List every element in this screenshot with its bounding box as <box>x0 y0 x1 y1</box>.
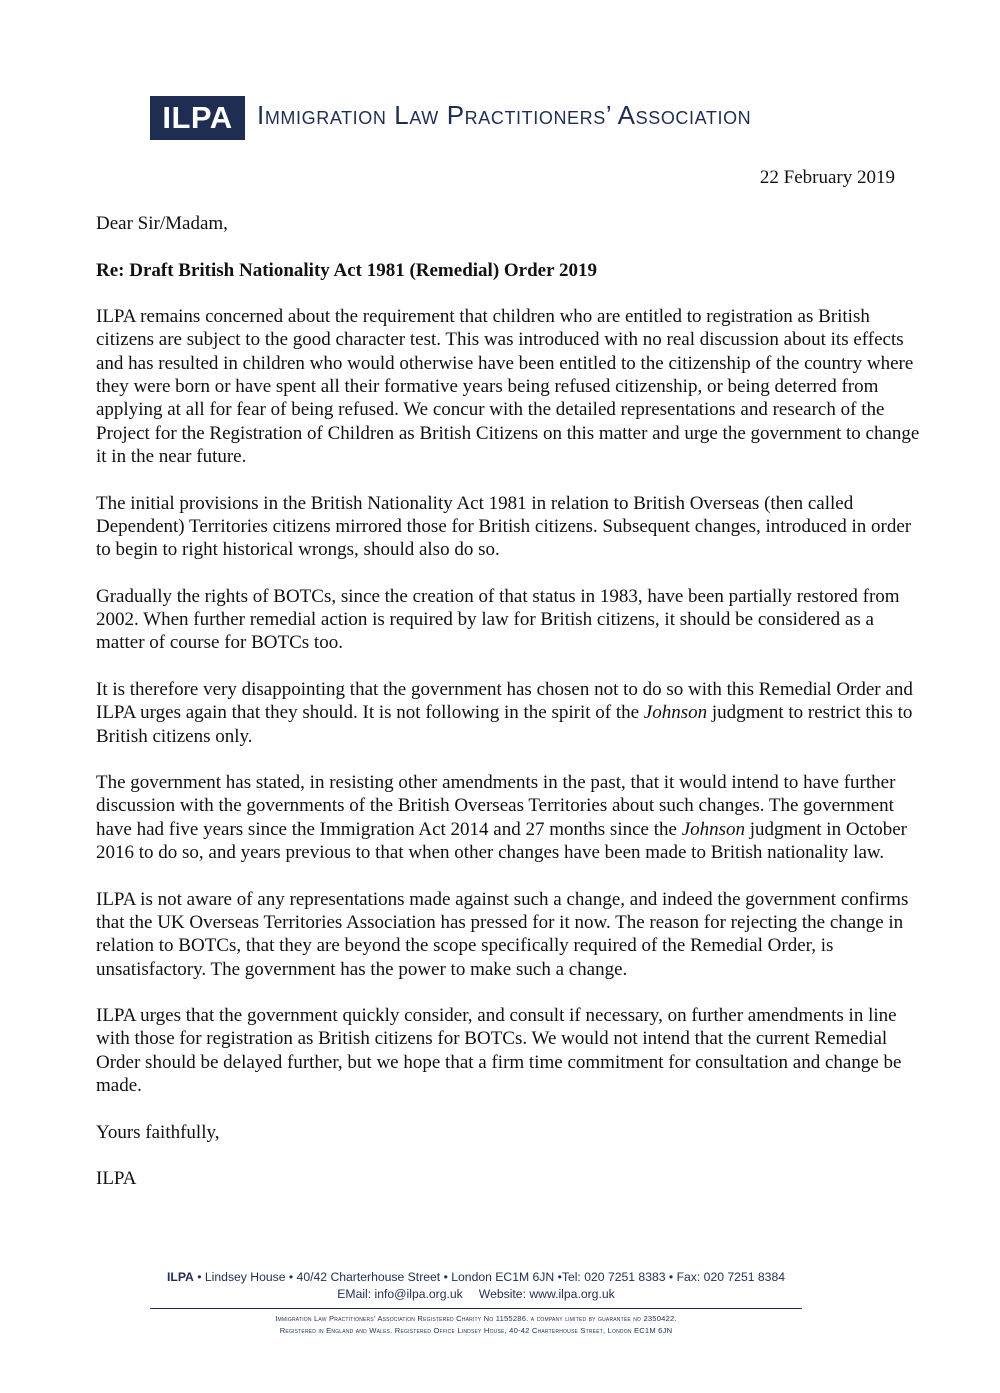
paragraph-1: ILPA remains concerned about the requirement that children who are entitled to registration as British citizens are subject to the good character test. This was introduced with no real discussion about its effects and has resulted in children who would otherwise have been entitled to the citizenship of the country where they were born or have spent all their formative years being refused citizenship, or being deterred from applying at all for fear of being refused. We concur with the detailed representations and research of the Project for the Registration of Children as British Citizens on this matter and urge the government to change it in the near future. <box>96 306 920 467</box>
ilpa-logo <box>150 96 245 140</box>
paragraph-5 <box>96 771 926 864</box>
closing: Yours faithfully, <box>96 1121 220 1143</box>
footer-address-line <box>150 1269 802 1286</box>
salutation: Dear Sir/Madam, <box>96 213 228 234</box>
paragraph-4-text-b: judgment to restrict this to British citizens only. <box>96 702 913 747</box>
letter-date: 22 February 2019 <box>759 167 895 188</box>
footer-legal-line-1: Immigration Law Practitioners’ Association Registered Charity No 1155286. a company limited by guarantee no 2350422. <box>275 1314 677 1323</box>
letterhead <box>150 96 751 140</box>
footer-website: Website: www.ilpa.org.uk <box>478 1287 615 1301</box>
paragraph-5-text-a: The government has stated, in resisting other amendments in the past, that it would intend to have further discussion with the governments of the British Overseas Territories about such changes. The government have had five years since the Immigration Act 2014 and 27 months since the <box>96 772 896 840</box>
footer-email: EMail: info@ilpa.org.uk <box>337 1287 463 1301</box>
organization-name: Immigration Law Practitioners’ Association <box>257 99 752 130</box>
footer-org: ILPA <box>167 1270 194 1284</box>
logo-text: ILPA <box>162 100 233 135</box>
paragraph-4 <box>96 678 926 748</box>
footer-divider <box>150 1308 802 1309</box>
paragraph-5-case-name: Johnson <box>681 818 746 840</box>
signature: ILPA <box>96 1168 137 1190</box>
paragraph-7: ILPA urges that the government quickly consider, and consult if necessary, on further amendments in line with those for registration as British citizens for BOTCs. We would not intend that the current Remedial Order should be delayed further, but we hope that a firm time commitment for consultation and change be made. <box>96 1005 902 1096</box>
footer <box>150 1269 802 1337</box>
paragraph-6: ILPA is not aware of any representations made against such a change, and indeed the government confirms that the UK Overseas Territories Association has pressed for it now. The reason for rejecting the change in relation to BOTCs, that they are beyond the scope specifically required of the Remedial Order, is unsatisfactory. The government has the power to make such a change. <box>96 888 909 980</box>
footer-address: • Lindsey House • 40/42 Charterhouse Street • London EC1M 6JN •Tel: 020 7251 8383 • Fax: 020 7251 8384 <box>193 1270 785 1284</box>
paragraph-4-text-a: It is therefore very disappointing that the government has chosen not to do so with this Remedial Order and ILPA urges again that they should. It is not following in the spirit of the <box>96 678 913 724</box>
subject-line: Re: Draft British Nationality Act 1981 (Remedial) Order 2019 <box>96 259 597 281</box>
footer-contact-line <box>150 1286 802 1303</box>
letter-body <box>96 212 926 1214</box>
footer-legal-line-2: Registered in England and Wales. Registered Office Lindsey House, 40-42 Charterhouse Street, London EC1M 6JN <box>279 1326 673 1335</box>
paragraph-4-case-name: Johnson <box>643 702 708 724</box>
paragraph-2: The initial provisions in the British Nationality Act 1981 in relation to British Overseas (then called Dependent) Territories citizens mirrored those for British citizens. Subsequent changes, introduced in order to begin to right historical wrongs, should also do so. <box>96 492 912 561</box>
paragraph-3: Gradually the rights of BOTCs, since the creation of that status in 1983, have been partially restored from 2002. When further remedial action is required by law for British citizens, it should be considered as a matter of course for BOTCs too. <box>96 585 900 654</box>
paragraph-5-text-b: judgment in October 2016 to do so, and years previous to that when other changes have been made to British nationality law. <box>96 818 908 864</box>
